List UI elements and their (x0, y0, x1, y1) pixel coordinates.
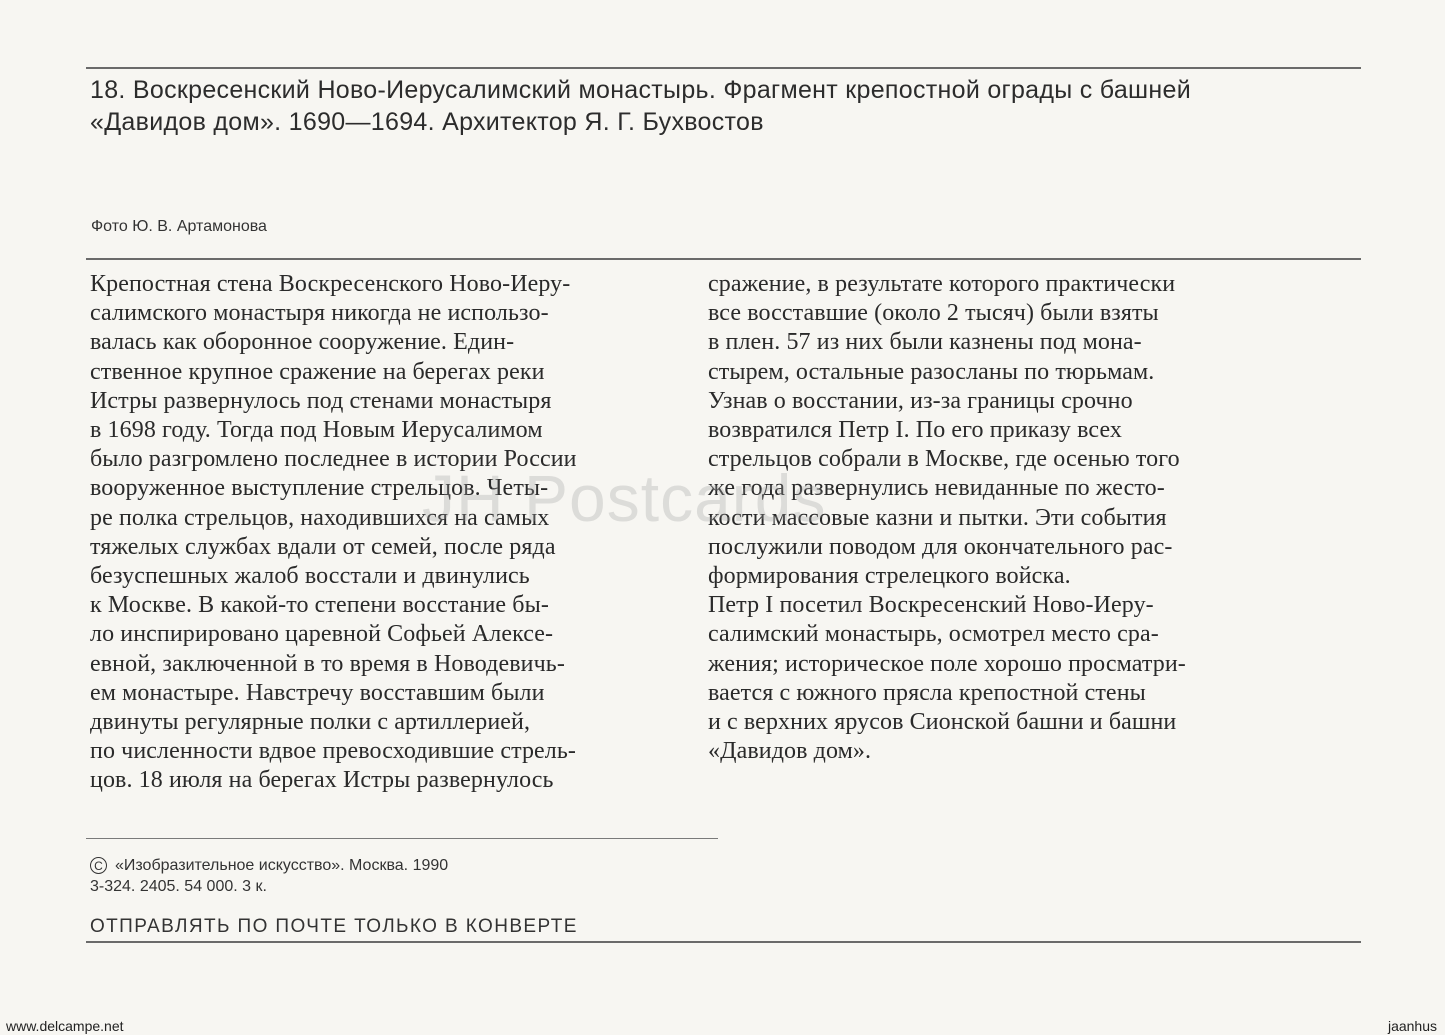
right-column-line: Узнав о восстании, из-за границы срочно (708, 387, 1133, 414)
publisher-text: «Изобразительное искусство». Москва. 1990 (115, 857, 449, 874)
footer-site: www.delcampe.net (6, 1018, 124, 1034)
left-column-line: к Москве. В какой-то степени восстание бы- (90, 592, 549, 619)
left-column-line: в 1698 году. Тогда под Новым Иерусалимом (90, 417, 543, 444)
right-column-line: в плен. 57 из них были казнены под мона- (708, 329, 1142, 356)
right-column-line: формирования стрелецкого войска. (708, 563, 1071, 590)
watermark: JH Postcards (422, 461, 827, 535)
left-column-line: безуспешных жалоб восстали и двинулись (90, 563, 530, 590)
mail-instruction: ОТПРАВЛЯТЬ ПО ПОЧТЕ ТОЛЬКО В КОНВЕРТЕ (90, 916, 578, 937)
right-column-line: жения; историческое поле хорошо просматри- (708, 650, 1186, 677)
copyright-block (90, 855, 448, 897)
left-column-line: цов. 18 июля на берегах Истры развернулось (90, 767, 554, 794)
left-column-line: было разгромлено последнее в истории России (90, 446, 577, 473)
left-column-line: Крепостная стена Воскресенского Ново-Иеру- (90, 271, 571, 297)
text-divider (86, 258, 1361, 260)
title-line-2: «Давидов дом». 1690—1694. Архитектор Я. Г. Бухвостов (90, 108, 764, 136)
left-column-line: тяжелых службах вдали от семей, после ряда (90, 533, 556, 560)
left-column-line: ем монастыре. Навстречу восставшим были (90, 679, 545, 706)
postcard-title (90, 74, 1310, 138)
right-column-line: стырем, остальные разосланы по тюрьмам. (708, 358, 1155, 385)
left-column-line: ло инспирировано царевной Софьей Алексе- (90, 621, 554, 648)
right-column-line: Петр I посетил Воскресенский Ново-Иеру- (708, 592, 1154, 619)
left-column-line: по численности вдвое превосходившие стрель- (90, 738, 577, 765)
right-column-line: послужили поводом для окончательного рас- (708, 533, 1173, 560)
right-column-line: стрельцов собрали в Москве, где осенью того (708, 446, 1180, 473)
right-column-line: возвратился Петр I. По его приказу всех (708, 417, 1122, 444)
copyright-divider (86, 838, 718, 839)
right-column-line: и с верхних ярусов Сионской башни и башни (708, 709, 1177, 736)
right-column-line: же года развернулись невиданные по жесто- (708, 475, 1165, 502)
right-column-line: салимский монастырь, осмотрел место сра- (708, 621, 1159, 648)
left-column-line: Истры развернулось под стенами монастыря (90, 387, 552, 414)
left-column-line: вооруженное выступление стрельцов. Четы- (90, 475, 549, 502)
copyright-line (90, 855, 448, 876)
right-column-line: сражение, в результате которого практически (708, 271, 1176, 297)
right-column-line: кости массовые казни и пытки. Эти события (708, 504, 1167, 531)
right-column-line: все восставшие (около 2 тысяч) были взяты (708, 300, 1159, 327)
bottom-divider (86, 941, 1361, 943)
top-divider (86, 67, 1361, 69)
left-column-line: двинуты регулярные полки с артиллерией, (90, 709, 531, 736)
right-column-line: «Давидов дом». (708, 738, 872, 765)
copyright-icon: C (90, 857, 107, 874)
title-line-1: 18. Воскресенский Ново-Иерусалимский монастырь. Фрагмент крепостной ограды с башней (90, 76, 1191, 104)
footer-user: jaanhus (1387, 1018, 1437, 1034)
text-column-right (708, 270, 1186, 766)
left-column-line: салимского монастыря никогда не использо- (90, 300, 549, 327)
photo-credit: Фото Ю. В. Артамонова (91, 218, 267, 235)
left-column-line: ственное крупное сражение на берегах реки (90, 358, 545, 385)
left-column-line: евной, заключенной в то время в Новодевичь- (90, 650, 565, 677)
right-column-line: вается с южного прясла крепостной стены (708, 679, 1146, 706)
text-column-left (90, 270, 577, 796)
catalog-number: 3-324. 2405. 54 000. 3 к. (90, 878, 267, 895)
left-column-line: валась как оборонное сооружение. Един- (90, 329, 515, 356)
left-column-line: ре полка стрельцов, находившихся на самых (90, 504, 550, 531)
